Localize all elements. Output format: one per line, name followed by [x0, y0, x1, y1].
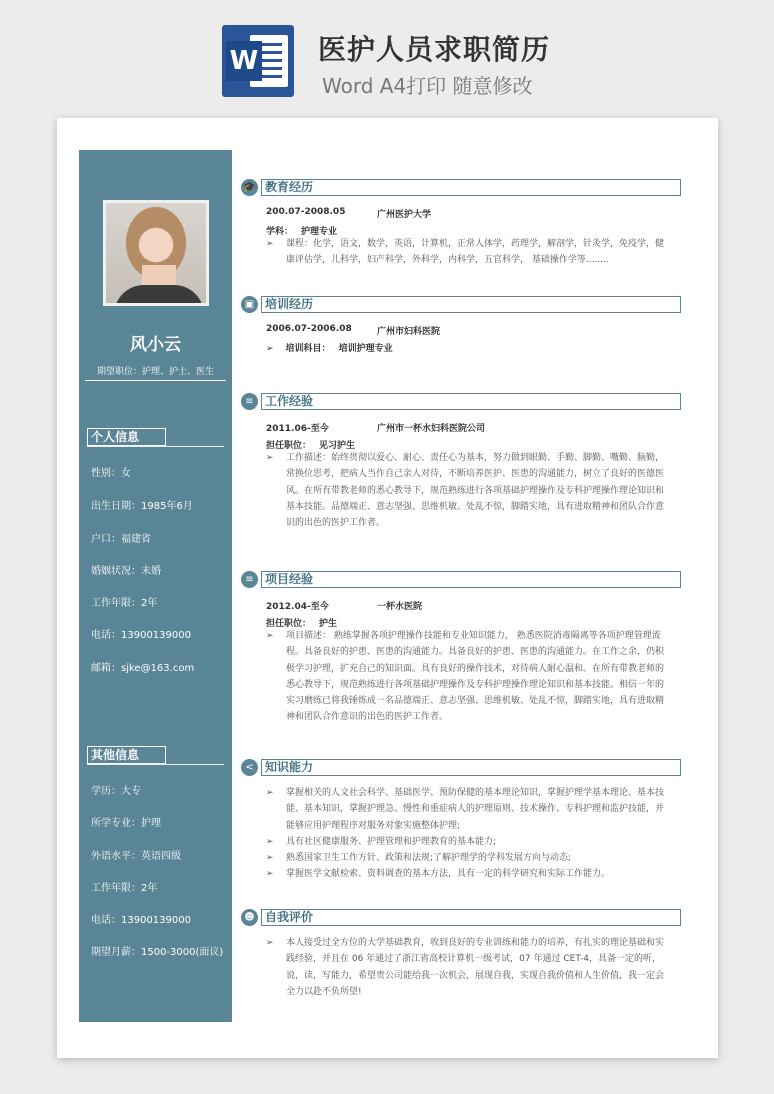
section-training-heading: ▣ 培训经历 — [241, 296, 701, 316]
database-icon: ≡ — [241, 571, 258, 588]
personal-email: 邮箱：sjke@163.com — [91, 663, 195, 674]
personal-phone: 电话：13900139000 — [91, 630, 191, 641]
personal-info-heading: 个人信息 — [87, 428, 166, 446]
header-subtitle: Word A4打印 随意修改 — [322, 74, 533, 98]
other-salary: 期望月薪：1500-3000(面议) — [91, 947, 224, 958]
personal-years: 工作年限：2年 — [91, 598, 158, 609]
other-language: 外语水平：英语四级 — [91, 851, 181, 862]
other-info-heading: 其他信息 — [87, 746, 166, 764]
section-skills-heading: < 知识能力 — [241, 759, 701, 779]
training-org: 广州市妇科医院 — [377, 327, 441, 337]
job-intent: 期望职位：护理、护士、医生 — [85, 364, 226, 381]
education-courses: ➢ 课程：化学，语文，数学，英语，计算机，正常人体学，药理学，解剖学，针灸学，免疫学，健康评估学，儿科学，妇产科学，外科学，内科学，五官科学， 基础操作学等........ — [266, 239, 665, 266]
list-item: ➢ 具有社区健康服务、护理管理和护理教育的基本能力; — [266, 834, 671, 850]
other-years: 工作年限：2年 — [91, 883, 158, 894]
project-role: 担任职位： 护生 — [266, 619, 338, 629]
candidate-name: 风小云 — [130, 335, 181, 355]
work-period: 2011.06-至今 — [266, 424, 329, 434]
graduation-cap-icon: 🎓 — [241, 179, 258, 196]
personal-gender: 性别：女 — [91, 468, 131, 479]
education-major: 学科： 护理专业 — [266, 227, 338, 237]
other-major: 所学专业：护理 — [91, 818, 161, 829]
share-icon: < — [241, 759, 258, 776]
database-icon: ≡ — [241, 393, 258, 410]
section-education-heading: 🎓 教育经历 — [241, 179, 701, 199]
education-school: 广州医护大学 — [377, 210, 432, 220]
skills-list — [266, 785, 671, 883]
divider — [87, 446, 224, 447]
resume-page — [57, 118, 718, 1058]
project-period: 2012.04-至今 — [266, 602, 329, 612]
personal-hukou: 户口：福建省 — [91, 534, 151, 545]
work-role: 担任职位： 见习护生 — [266, 441, 356, 451]
education-period: 200.07-2008.05 — [266, 207, 346, 217]
list-item: ➢ 掌握相关的人文社会科学、基础医学、预防保健的基本理论知识，掌握护理学基本理论、基本技能、基本知识，掌握护理急、慢性和重症病人的护理原则、技术操作、专科护理和监护技能，并能够应用护理程序对服务对象实施整体护理; — [266, 785, 671, 834]
personal-marital: 婚姻状况：未婚 — [91, 566, 161, 577]
training-subject: ➢ 培训科目： 培训护理专业 — [266, 344, 393, 354]
section-project-heading: ≡ 项目经验 — [241, 571, 701, 591]
header-title: 医护人员求职简历 — [318, 33, 551, 66]
list-item: ➢ 掌握医学文献检索、资料调查的基本方法，具有一定的科学研究和实际工作能力。 — [266, 866, 671, 882]
sidebar — [79, 150, 232, 1022]
word-doc-icon: W — [222, 25, 294, 97]
avatar — [103, 200, 209, 306]
page-header — [0, 0, 774, 112]
personal-birth: 出生日期：1985年6月 — [91, 501, 193, 512]
book-icon: ▣ — [241, 296, 258, 313]
training-period: 2006.07-2006.08 — [266, 324, 352, 334]
divider — [87, 764, 224, 765]
main-content — [241, 118, 701, 1058]
other-phone: 电话：13900139000 — [91, 915, 191, 926]
section-work-heading: ≡ 工作经验 — [241, 393, 701, 413]
work-description: ➢ 工作描述：始终贯彻以爱心、耐心、责任心为基本，努力做到眼勤、手勤、脚勤、嘴勤、脑勤，常换位思考，把病人当作自己亲人对待，不断培养医护、医患的沟通能力，树立了良好的医德医风。在所有带教老师的悉心教导下，规范熟练进行各项基础护理操作及专科护理操作理论知识和基本技能。品德端正、意志坚强、思维机敏、处乱不惊，脚踏实地，具有进取精神和团队合作意识的出色的医护工作者。 — [266, 453, 665, 529]
project-description: ➢ 项目描述： 熟练掌握各项护理操作技能和专业知识能力， 熟悉医院消毒隔离等各项护理管理流程。具备良好的护患、医患的沟通能力。具备良好的护患、医患的沟通能力。在工作之余，仍积极学习护理，扩充自己的知识面。具有良好的操作技术，对待病人耐心温和。在所有带教老师的悉心教导下，规范熟练进行各项基础护理操作及专科护理操作理论知识和基本技能。相信一年的实习磨练已将我锤炼成一名品德端正、意志坚强、思维机敏、处乱不惊，脚踏实地，具有进取精神和团队合作意识的出色的医护工作者。 — [266, 631, 665, 723]
project-org: 一杯水医院 — [377, 602, 423, 612]
list-item: ➢ 熟悉国家卫生工作方针、政策和法规;了解护理学的学科发展方向与动态; — [266, 850, 671, 866]
section-self-heading: ☻ 自我评价 — [241, 909, 701, 929]
user-icon: ☻ — [241, 909, 258, 926]
work-company: 广州市一杯水妇科医院公司 — [377, 424, 486, 434]
self-evaluation: ➢ 本人接受过全方位的大学基础教育，收到良好的专业训练和能力的培养，有扎实的理论基础和实践经验，并且在 06 年通过了浙江省高校计算机一级考试，07 年通过 CET-4，具备一定的听，说，读，写能力，希望贵公司能给我一次机会，展现自我，实现自我价值和人生价值，我一定会全力以赴不负所望! — [266, 938, 665, 997]
other-education: 学历：大专 — [91, 786, 141, 797]
